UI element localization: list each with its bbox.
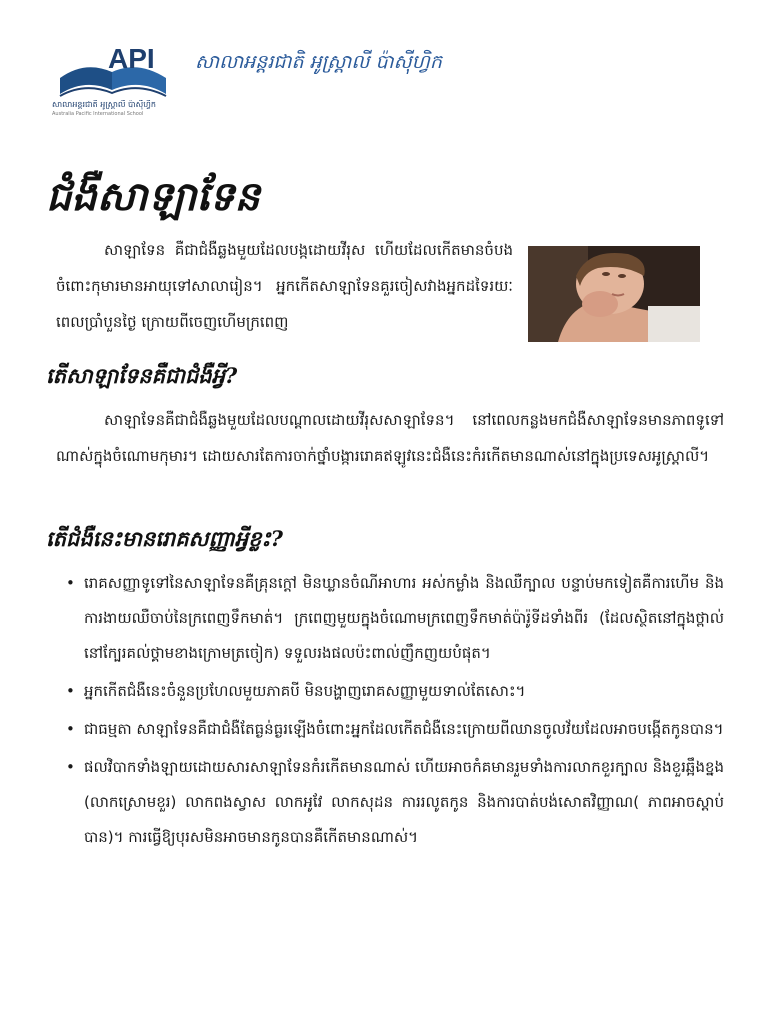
bullet-icon: • xyxy=(66,682,75,700)
list-item-text: រោគសញ្ញាទូទៅនៃសាឡាទែនគឺគ្រុនក្តៅ មិនឃ្លានចំណីអាហារ អស់កម្លាំង និងឈឺក្បាល បន្ទាប់មកទៀតគឺការហើម និងការងាយឈឺចាប់នៃក្រពេញទឹកមាត់។ ក្រពេញមួយក្នុងចំណោមក្រពេញទឹកមាត់ប៉ារ៉ូទីដទាំងពីរ (ដែលស្ថិតនៅក្នុងថ្ពាល់នៅក្បែរគល់ថ្គាមខាងក្រោមត្រចៀក) ទទួលរងផលប៉ះពាល់ញឹកញយបំផុត។ xyxy=(84,574,724,662)
section-body-what: សាឡាទែនគឺជាជំងឺឆ្លងមួយដែលបណ្តាលដោយវីរុសសាឡាទែន។ នៅពេលកន្លងមកជំងឺសាឡាទែនមានភាពទូទៅណាស់ក្នុងចំណោមកុមារ។ ដោយសារតែការចាក់ថ្នាំបង្ការរោគឥឡូវនេះជំងឺនេះកំរកើតមានណាស់នៅក្នុងប្រទេសអូស្ត្រាលី។ xyxy=(56,411,724,465)
section-heading-symptoms: តើជំងឺនេះមានរោគសញ្ញាអ្វីខ្លះ? xyxy=(46,526,283,551)
school-logo xyxy=(50,38,180,128)
logo-subcaption: Australia Pacific International School xyxy=(52,111,144,117)
page-header xyxy=(50,38,730,128)
logo-book-icon xyxy=(50,38,180,100)
logo-text: API xyxy=(108,43,155,74)
list-item xyxy=(56,566,724,671)
list-item xyxy=(56,750,724,855)
list-item-text: អ្នកកើតជំងឺនេះចំនួនប្រហែលមួយភាគបី មិនបង្ហាញរោគសញ្ញាមួយទាល់តែសោះ។ xyxy=(84,682,526,700)
logo-caption: សាលាអន្តរជាតិ អូស្ត្រាលី ប៉ាស៊ីហ្វិក xyxy=(52,100,156,109)
list-item xyxy=(56,712,724,747)
bullet-icon: • xyxy=(66,758,75,776)
list-item xyxy=(56,674,724,709)
child-photo xyxy=(528,246,700,342)
list-item-text: ជាធម្មតា សាឡាទែនគឺជាជំងឺតែធ្ងន់ធ្ងរឡើងចំពោះអ្នកដែលកើតជំងឺនេះក្រោយពីឈានចូលវ័យដែលអាចបង្កើតកូនបាន។ xyxy=(84,720,724,738)
list-item-text: ផលវិបាកទាំងឡាយដោយសារសាឡាទែនកំរកើតមានណាស់ ហើយអាចកំគមានរួមទាំងការលាកខួរក្បាល និងខួរឆ្អឹងខ្នង (លាកស្រោមខួរ) លាកពងស្វាស លាកអូវែ លាកសុដន ការរលូតកូន និងការបាត់បង់សោតវិញ្ញាណ( ភាពអាចស្តាប់បាន)។ ការធ្វើឱ្យបុរសមិនអាចមានកូនបានគឺកើតមានណាស់។ xyxy=(84,758,725,846)
symptom-list xyxy=(56,566,724,858)
page-title: ជំងឺសាឡាទែន xyxy=(46,173,260,220)
intro-paragraph: សាឡាទែន គឺជាជំងឺឆ្លងមួយដែលបង្កដោយវីរុស ហើយដែលកើតមានចំបងចំពោះកុមារមានអាយុទៅសាលារៀន។ អ្នកកើតសាឡាទែនគួរចៀសវាងអ្នកដទៃរយៈពេលប្រាំបួនថ្ងៃ ក្រោយពីចេញហើមក្រពេញ xyxy=(56,241,513,331)
bullet-icon: • xyxy=(66,574,75,592)
school-name: សាលាអន្តរជាតិ អូស្ត្រាលី ប៉ាស៊ីហ្វិក xyxy=(195,51,442,73)
section-heading-what: តើសាឡាទែនគឺជាជំងឺអ្វី? xyxy=(46,363,238,388)
bullet-icon: • xyxy=(66,720,75,738)
